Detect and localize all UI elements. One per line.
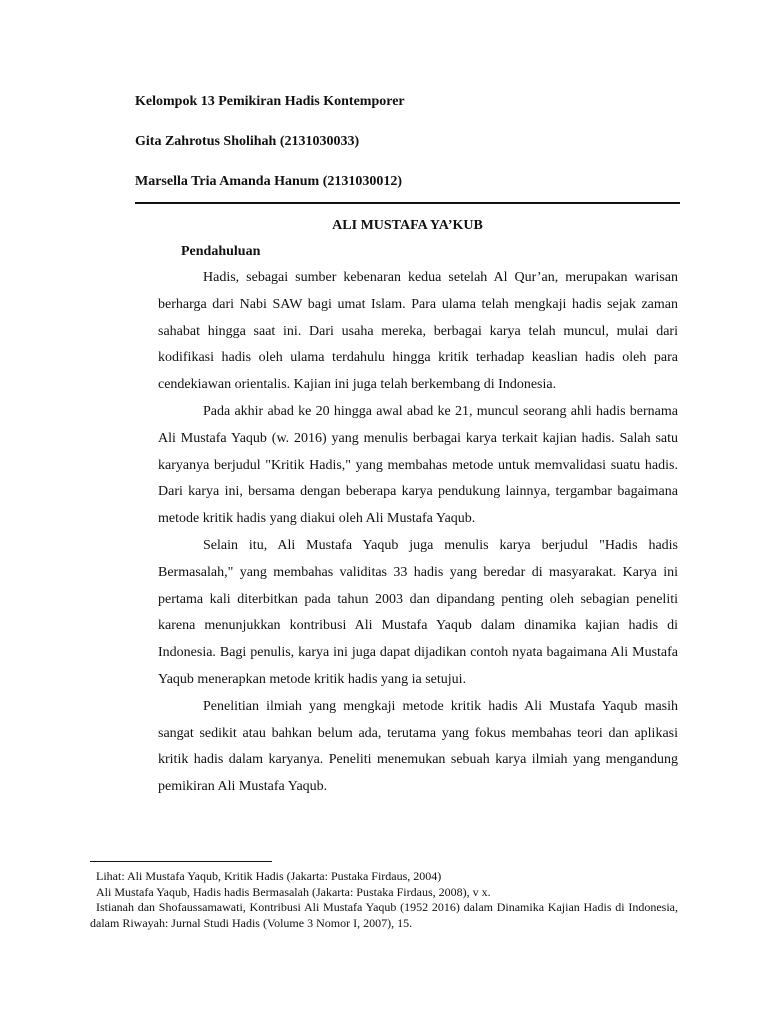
group-title: Kelompok 13 Pemikiran Hadis Kontemporer bbox=[135, 94, 405, 109]
paragraph-3: Selain itu, Ali Mustafa Yaqub juga menulis karya berjudul "Hadis hadis Bermasalah," yang membahas validitas 33 hadis yang beredar di masyarakat. Karya ini pertama kali diterbitkan pada tahun 2003 dan dipandang penting oleh sebagian peneliti karena menunjukkan kontribusi Ali Mustafa Yaqub dalam dinamika kajian hadis di Indonesia. Bagi penulis, karya ini juga dapat dijadikan contoh nyata bagaimana Ali Mustafa Yaqub menerapkan metode kritik hadis yang ia setujui. bbox=[158, 537, 678, 687]
author-2: Marsella Tria Amanda Hanum (2131030012) bbox=[135, 174, 403, 189]
paragraph-4: Penelitian ilmiah yang mengkaji metode kritik hadis Ali Mustafa Yaqub masih sangat sedikit atau bahkan belum ada, terutama yang fokus membahas teori dan aplikasi kritik hadis dalam karyanya. Peneliti menemukan sebuah karya ilmiah yang mengandung pemikiran Ali Mustafa Yaqub. bbox=[158, 698, 678, 795]
paragraph-1: Hadis, sebagai sumber kebenaran kedua setelah Al Qur’an, merupakan warisan berharga dari Nabi SAW bagi umat Islam. Para ulama telah mengkaji hadis sejak zaman sahabat hingga saat ini. Dari usaha mereka, berbagai karya telah muncul, mulai dari kodifikasi hadis oleh ulama terdahulu hingga kritik terhadap keaslian hadis oleh para cendekiawan orientalis. Kajian ini juga telah berkembang di Indonesia. bbox=[158, 270, 678, 393]
document-title: ALI MUSTAFA YA’KUB bbox=[332, 218, 483, 233]
header-divider bbox=[135, 202, 680, 204]
footnote-3: Istianah dan Shofaussamawati, Kontribusi Ali Mustafa Yaqub (1952 2016) dalam Dinamika Kajian Hadis di Indonesia, dalam Riwayah: Jurnal Studi Hadis (Volume 3 Nomor I, 2007), 15. bbox=[90, 900, 678, 930]
paragraph-2: Pada akhir abad ke 20 hingga awal abad ke 21, muncul seorang ahli hadis bernama Ali Mustafa Yaqub (w. 2016) yang menulis berbagai karya terkait kajian hadis. Salah satu karyanya berjudul "Kritik Hadis," yang membahas metode untuk memvalidasi suatu hadis. Dari karya ini, bersama dengan beberapa karya pendukung lainnya, tergambar bagaimana metode kritik hadis yang diakui oleh Ali Mustafa Yaqub. bbox=[158, 403, 678, 527]
section-heading: Pendahuluan bbox=[181, 244, 261, 259]
footnote-divider bbox=[90, 861, 272, 862]
body-text bbox=[158, 265, 678, 801]
footnote-1: Lihat: Ali Mustafa Yaqub, Kritik Hadis (Jakarta: Pustaka Firdaus, 2004) bbox=[96, 869, 442, 883]
author-1: Gita Zahrotus Sholihah (2131030033) bbox=[135, 134, 360, 149]
footnote-2: Ali Mustafa Yaqub, Hadis hadis Bermasalah (Jakarta: Pustaka Firdaus, 2008), v x. bbox=[96, 884, 491, 899]
footnotes bbox=[90, 869, 678, 931]
